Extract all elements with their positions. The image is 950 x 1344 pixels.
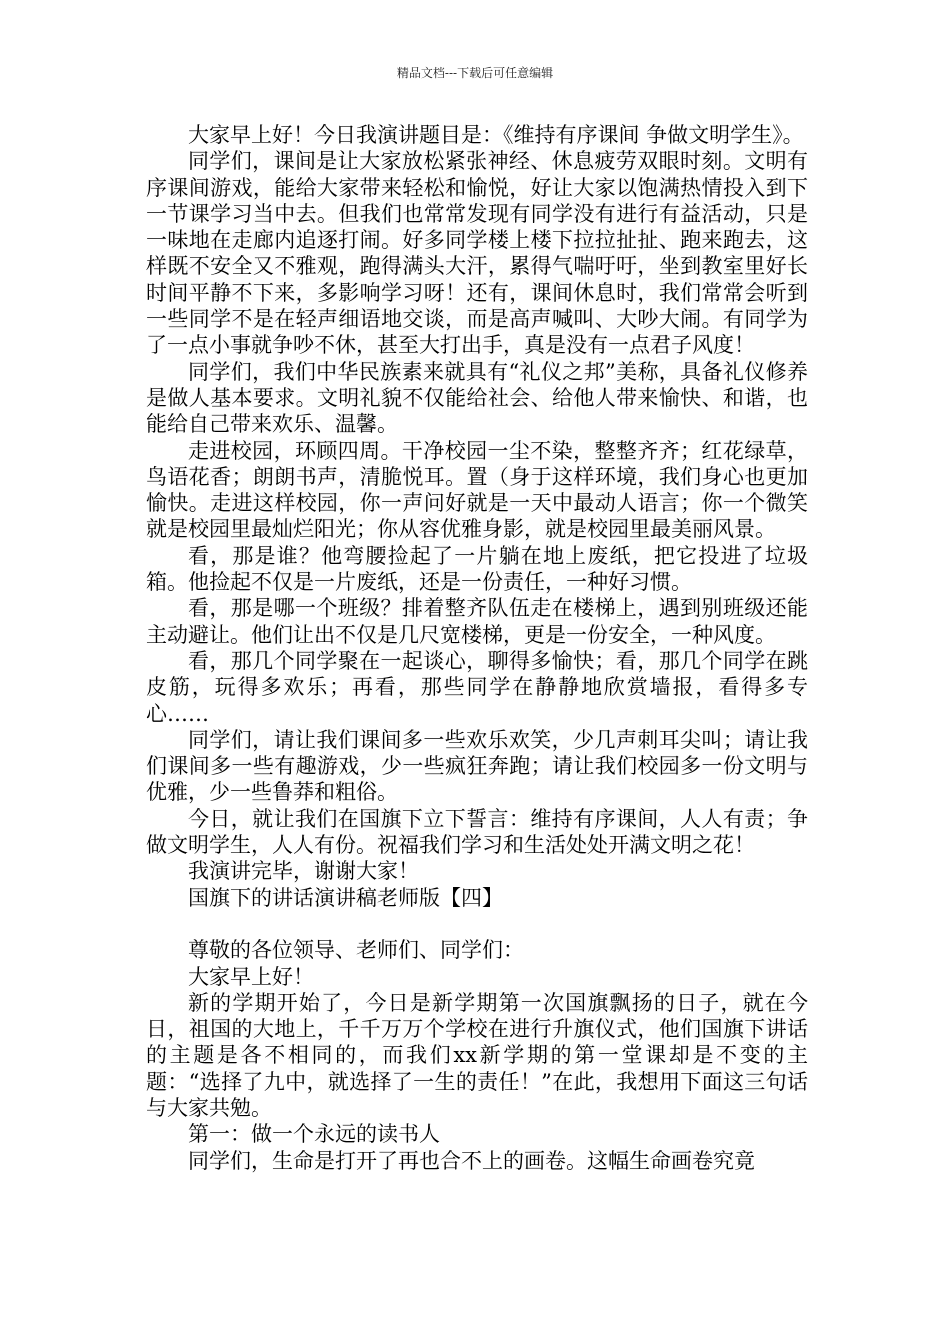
subheading: 第一：做一个永远的读书人 [188, 1122, 440, 1147]
salutation: 尊敬的各位领导、老师们、同学们： [188, 938, 524, 963]
paragraph: 看，那是哪一个班级？排着整齐队伍走在楼梯上，遇到别班级还能主动避让。他们让出不仅是几尺宽楼梯，更是一份安全，一种风度。 [146, 596, 808, 647]
paragraph: 走进校园，环顾四周。干净校园一尘不染，整整齐齐；红花绿草，鸟语花香；朗朗书声，清脆悦耳。置（身于这样环境，我们身心也更加愉快。走进这样校园，你一声问好就是一天中最动人语言；你一个微笑就是校园里最灿烂阳光；你从容优雅身影，就是校园里最美丽风景。 [146, 438, 808, 542]
paragraph: 我演讲完毕，谢谢大家！ [188, 859, 419, 884]
section-heading: 国旗下的讲话演讲稿老师版【四】 [188, 885, 503, 910]
page-header: 精品文档---下载后可任意编辑 [396, 66, 554, 80]
paragraph: 大家早上好！今日我演讲题目是：《维持有序课间 争做文明学生》。 [188, 123, 804, 147]
paragraph: 同学们，请让我们课间多一些欢乐欢笑，少几声刺耳尖叫；请让我们课间多一些有趣游戏，少一些疯狂奔跑；请让我们校园多一份文明与优雅，少一些鲁莽和粗俗。 [146, 727, 808, 805]
blank-line [146, 911, 808, 937]
paragraph: 看，那是谁？他弯腰捡起了一片躺在地上废纸，把它投进了垃圾箱。他捡起不仅是一片废纸，还是一份责任，一种好习惯。 [146, 543, 808, 595]
paragraph: 同学们，我们中华民族素来就具有“礼仪之邦”美称，具备礼仪修养是做人基本要求。文明礼貌不仅能给社会、给他人带来愉快、和谐，也能给自己带来欢乐、温馨。 [146, 359, 808, 437]
paragraph: 新的学期开始了，今日是新学期第一次国旗飘扬的日子，就在今日，祖国的大地上，千千万万个学校在进行升旗仪式，他们国旗下讲话的主题是各不相同的，而我们xx新学期的第一堂课却是不变的主题：“选择了九中，就选择了一生的责任！”在此，我想用下面这三句话与大家共勉。 [146, 990, 808, 1120]
paragraph: 同学们，生命是打开了再也合不上的画卷。这幅生命画卷究竟 [188, 1148, 755, 1173]
paragraph: 今日，就让我们在国旗下立下誓言：维持有序课间，人人有责；争做文明学生，人人有份。祝福我们学习和生活处处开满文明之花！ [146, 806, 808, 858]
greeting: 大家早上好！ [188, 964, 314, 989]
paragraph: 看，那几个同学聚在一起谈心，聊得多愉快；看，那几个同学在跳皮筋，玩得多欢乐；再看，那些同学在静静地欣赏墙报，看得多专心…… [146, 648, 808, 726]
paragraph: 同学们，课间是让大家放松紧张神经、休息疲劳双眼时刻。文明有序课间游戏，能给大家带来轻松和愉悦，好让大家以饱满热情投入到下一节课学习当中去。但我们也常常发现有同学没有进行有益活动，只是一味地在走廊内追逐打闹。好多同学楼上楼下拉拉扯扯、跑来跑去，这样既不安全又不雅观，跑得满头大汗，累得气喘吁吁，坐到教室里好长时间平静不下来，多影响学习呀！还有，课间休息时，我们常常会听到一些同学不是在轻声细语地交谈，而是高声喊叫、大吵大闹。有同学为了一点小事就争吵不休，甚至大打出手，真是没有一点君子风度！ [146, 149, 808, 358]
document-body [146, 122, 808, 1174]
